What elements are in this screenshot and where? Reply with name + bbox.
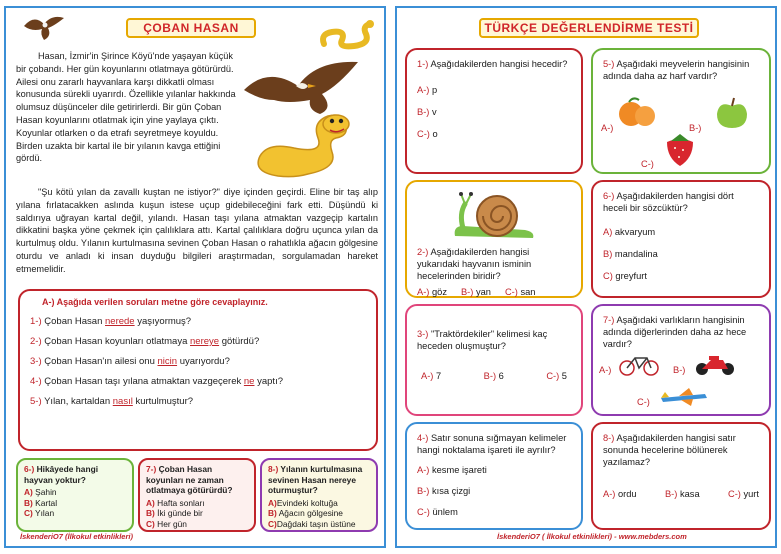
option-a[interactable]: A)Evindeki koltuğa	[268, 497, 338, 508]
question-text: 4-) Satır sonuna sığmayan kelimeler hangi noktalama işareti ile ayrılır?	[417, 433, 567, 455]
open-question-5: 5-) Yılan, kartaldan nasıl kurtulmuştur?	[30, 396, 194, 407]
question-text: 7-) Aşağıdaki varlıkların hangisinin adında diğerlerinden daha az hece vardır?	[603, 315, 747, 349]
option-b[interactable]: B-) kısa çizgi	[417, 486, 471, 496]
option-b[interactable]: B-) 6	[483, 371, 504, 381]
story-title: ÇOBAN HASAN	[126, 18, 256, 38]
question-card-8	[591, 422, 771, 530]
option-b[interactable]: B) Kartal	[24, 497, 58, 508]
mini-question-7: 7-) Çoban Hasan koyunları ne zaman otlatmaya götürürdü? A) Hafta sonları B) İki günde bir C) Her gün	[138, 458, 256, 532]
open-question-3: 3-) Çoban Hasan'ın ailesi onu nicin uyarıyordu?	[30, 356, 230, 367]
option-a[interactable]: A) Şahin	[24, 487, 57, 497]
option-a[interactable]: A) Hafta sonları	[146, 497, 205, 508]
left-footer: İskenderiO7 (İlkokul etkinlikleri)	[20, 532, 133, 541]
option-c[interactable]: C-)	[641, 159, 654, 169]
option-a[interactable]: A-) ordu	[603, 489, 637, 499]
open-questions-title: A-) Aşağıda verilen soruları metne göre cevaplayınız.	[42, 297, 268, 307]
open-question-4: 4-) Çoban Hasan taşı yılana atmaktan vazgeçerek ne yaptı?	[30, 376, 283, 387]
option-b[interactable]: B-)	[673, 365, 686, 375]
question-card-4	[405, 422, 583, 530]
option-c[interactable]: C) Her gün	[146, 518, 187, 529]
story-paragraph-1: Hasan, İzmir'in Şirince Köyü'nde yaşayan küçük bir çobandı. Her gün koyunlarını otlatmaya götürürdü. Ailesi onu zararlı hayvanlara karşı dikkatli olması konusunda sürekli uyarırdı. Özellikle yılanlar hakkında olumsuz düşünceler dile getirirlerdi. Bir gün Çoban Hasan koyunlarını otlatmak için yine yaylaya çıktı. Koyunlar otlarken o da etrafı seyretmeye koyuldu. Birden uzakta bir kartal ile bir yılanın kavga ettiğini gördü.	[16, 51, 236, 164]
question-card-3	[405, 304, 583, 416]
snail-illustration	[449, 190, 539, 242]
option-c[interactable]: C) greyfurt	[603, 271, 647, 281]
option-a[interactable]: A-) p	[417, 85, 438, 95]
orange-icon	[617, 96, 657, 128]
option-c[interactable]: C-) 5	[546, 371, 567, 381]
option-c[interactable]: C-) san	[504, 287, 536, 297]
question-card-5	[591, 48, 771, 174]
option-b[interactable]: B-)	[689, 123, 702, 133]
open-questions-box	[18, 289, 378, 451]
question-text: 8-) Aşağıdakilerden hangisi satır sonunda hecelerine bölünerek yazılamaz?	[603, 433, 736, 467]
option-a[interactable]: A-) kesme işareti	[417, 465, 487, 475]
option-c[interactable]: C)Dağdaki taşın üstüne	[268, 518, 356, 529]
option-a[interactable]: A-)	[601, 123, 614, 133]
question-text: 3-) "Traktördekiler" kelimesi kaç heceden oluşmuştur?	[417, 329, 548, 351]
test-title: TÜRKÇE DEĞERLENDİRME TESTİ	[479, 18, 699, 38]
left-page	[4, 6, 386, 548]
right-page	[395, 6, 777, 548]
option-a[interactable]: A-)	[599, 365, 612, 375]
option-c[interactable]: C-) yurt	[728, 489, 759, 499]
option-a[interactable]: A-) 7	[421, 371, 442, 381]
option-a[interactable]: A) akvaryum	[603, 227, 656, 237]
question-card-6	[591, 180, 771, 298]
motorcycle-icon	[693, 352, 737, 376]
option-a[interactable]: A-) göz	[417, 287, 447, 297]
option-b[interactable]: B-) v	[417, 107, 437, 117]
option-b[interactable]: B-) kasa	[664, 489, 700, 499]
story-paragraph-2: "Şu kötü yılan da zavallı kuştan ne istiyor?" diye içinden geçirdi. Eline bir taş alıp yılana fırlatacakken aslında kuşun istese uçup gidebileceğini fark etti. Düşündü ki saldırıya uğrayan kartal değil, yılandı. Hasan taşı yılana atmaktan vazgeçip kartalın dikkatini başka yöne çekmek için çalılıklara attı. Kartal çalılıklara doğru uçunca yılan da kurtulmuş oldu. Yılanın kurtulmasına sevinen Çoban Hasan o rahatlıkla ağacın gölgesine oturdu ve anladı ki insan duyduğu bilgileri araştırmadan, sorgulamadan hareket etmemelidir.	[16, 187, 378, 274]
option-b[interactable]: B) Ağacın gölgesine	[268, 508, 343, 518]
open-question-2: 2-) Çoban Hasan koyunları otlatmaya nereye götürdü?	[30, 336, 260, 347]
eagle-small-illustration	[22, 12, 66, 44]
apple-icon	[713, 96, 751, 130]
question-text: 6-) Aşağıdakilerden hangisi dört heceli bir sözcüktür?	[603, 191, 734, 213]
option-b[interactable]: B-) yan	[460, 287, 491, 297]
option-b[interactable]: B) İki günde bir	[146, 508, 203, 518]
option-b[interactable]: B) mandalina	[603, 249, 658, 259]
bicycle-icon	[619, 354, 659, 376]
snake-small-illustration	[316, 16, 378, 52]
open-question-1: 1-) Çoban Hasan nerede yaşıyormuş?	[30, 316, 192, 327]
question-card-7	[591, 304, 771, 416]
mini-question-8: 8-) Yılanın kurtulmasına sevinen Hasan nereye oturmuştur? A)Evindeki koltuğa B) Ağacın gölgesine C)Dağdaki taşın üstüne	[260, 458, 378, 532]
question-card-1	[405, 48, 583, 174]
right-footer: İskenderiO7 ( İlkokul etkinlikleri) - www.mebders.com	[497, 532, 687, 541]
mini-question-6: 6-) Hikâyede hangi hayvan yoktur? A) Şahin B) Kartal C) Yılan	[16, 458, 134, 532]
option-c[interactable]: C-) ünlem	[417, 507, 458, 517]
eagle-and-snake-illustration	[238, 56, 382, 184]
option-c[interactable]: C-)	[637, 397, 650, 407]
strawberry-icon	[663, 132, 697, 168]
question-text: 2-) Aşağıdakilerden hangisi yukarıdaki hayvanın isminin hecelerinden biridir?	[417, 247, 532, 281]
question-card-2	[405, 180, 583, 298]
option-c[interactable]: C) Yılan	[24, 508, 55, 518]
airplane-icon	[659, 386, 709, 408]
question-text: 5-) Aşağıdaki meyvelerin hangisinin adında daha az harf vardır?	[603, 59, 750, 81]
question-text: 1-) Aşağıdakilerden hangisi hecedir?	[417, 59, 568, 69]
option-c[interactable]: C-) o	[417, 129, 438, 139]
